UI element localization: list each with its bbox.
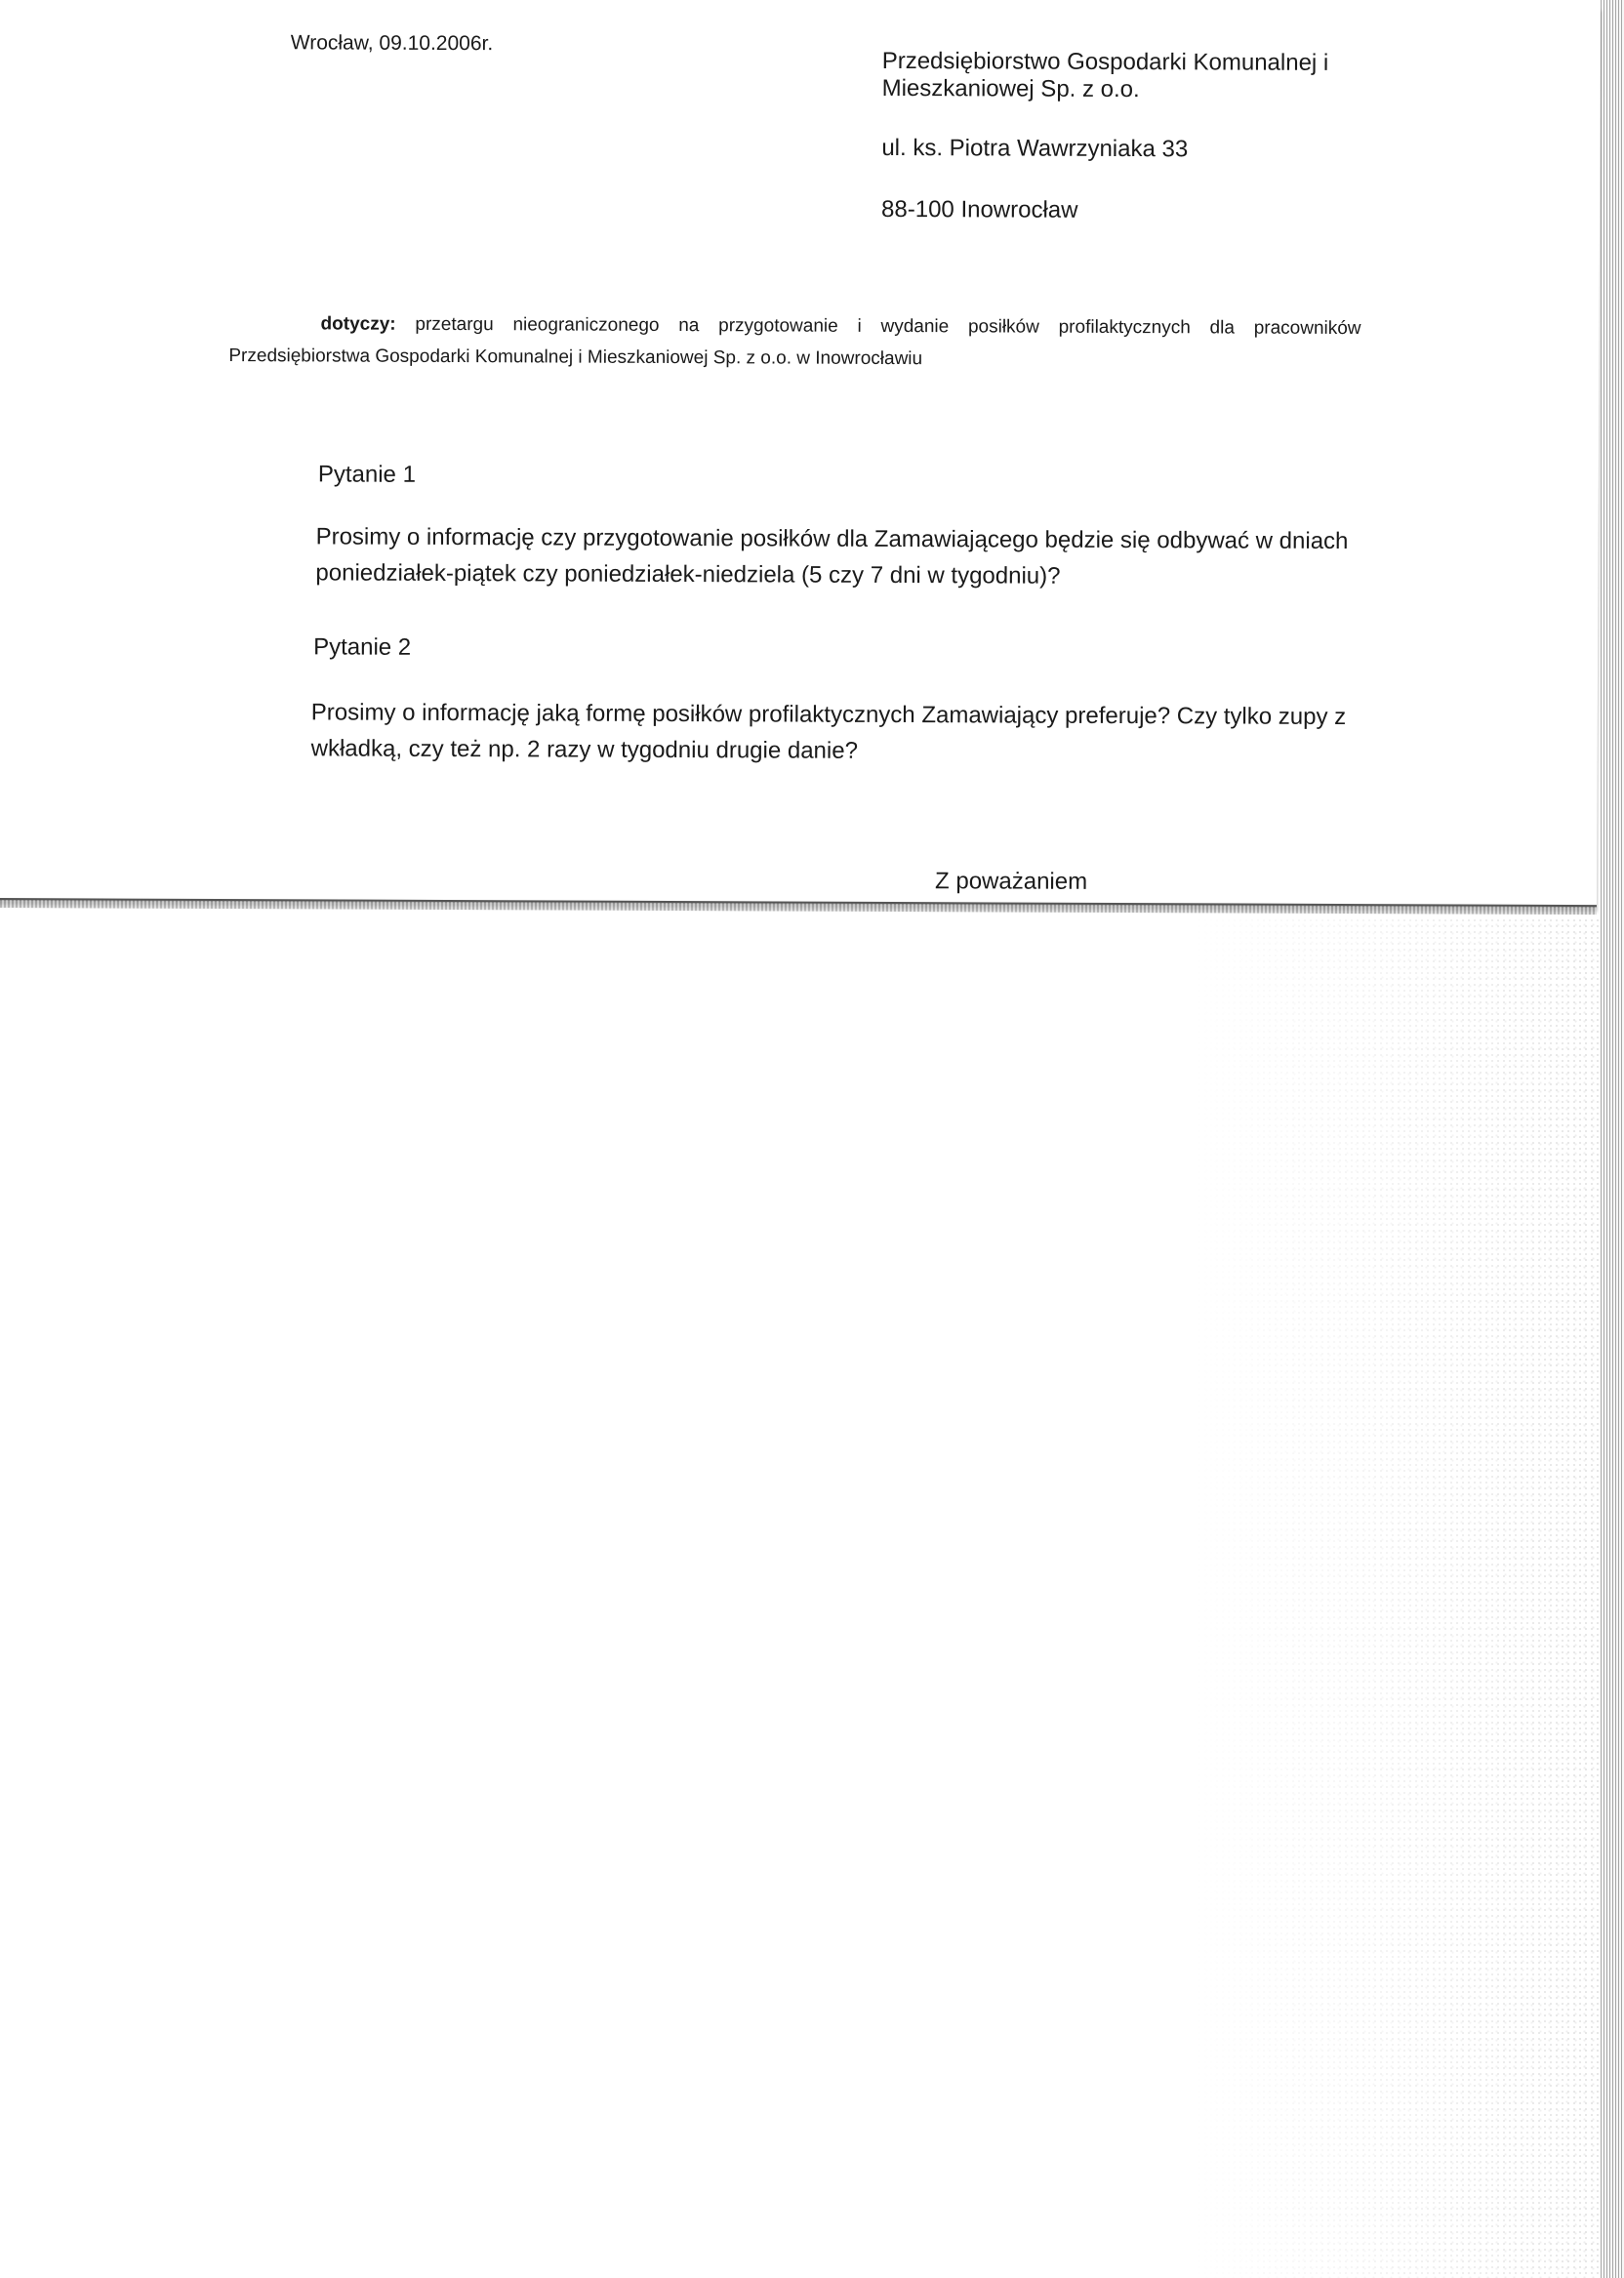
subject-text: przetargu nieograniczonego na przygotowanie i wydanie posiłków profilaktycznych dla pracowników Przedsiębiorstwa Gospodarki Komunalnej i Mieszkaniowej Sp. z o.o. w Inowrocławiu	[228, 313, 1361, 370]
question-1-body: Prosimy o informację czy przygotowanie posiłków dla Zamawiającego będzie się odbywać w dniach poniedziałek-piątek czy poniedziałek-niedziela (5 czy 7 dni w tygodniu)?	[315, 523, 1349, 590]
question-1-title: Pytanie 1	[317, 461, 417, 488]
closing-salutation: Z poważaniem	[935, 868, 1088, 895]
scan-noise	[1191, 917, 1601, 2278]
recipient-name	[882, 48, 1329, 103]
letter-sheet	[0, 0, 1601, 908]
scan-right-edge	[1601, 0, 1624, 2278]
subject-paragraph	[228, 307, 1360, 378]
question-2-body: Prosimy o informację jaką formę posiłków profilaktycznych Zamawiający preferuje? Czy tylko zupy z wkładką, czy też np. 2 razy w tygodniu drugie danie?	[310, 699, 1347, 765]
recipient-city: 88-100 Inowrocław	[881, 195, 1078, 224]
recipient-street: ul. ks. Piotra Wawrzyniaka 33	[881, 134, 1189, 163]
question-2-title: Pytanie 2	[313, 633, 412, 661]
recipient-line-1: Przedsiębiorstwo Gospodarki Komunalnej i	[881, 47, 1329, 76]
recipient-line-2: Mieszkaniowej Sp. z o.o.	[881, 74, 1140, 102]
place-date: Wrocław, 09.10.2006r.	[290, 31, 494, 56]
subject-label: dotyczy:	[320, 313, 396, 335]
